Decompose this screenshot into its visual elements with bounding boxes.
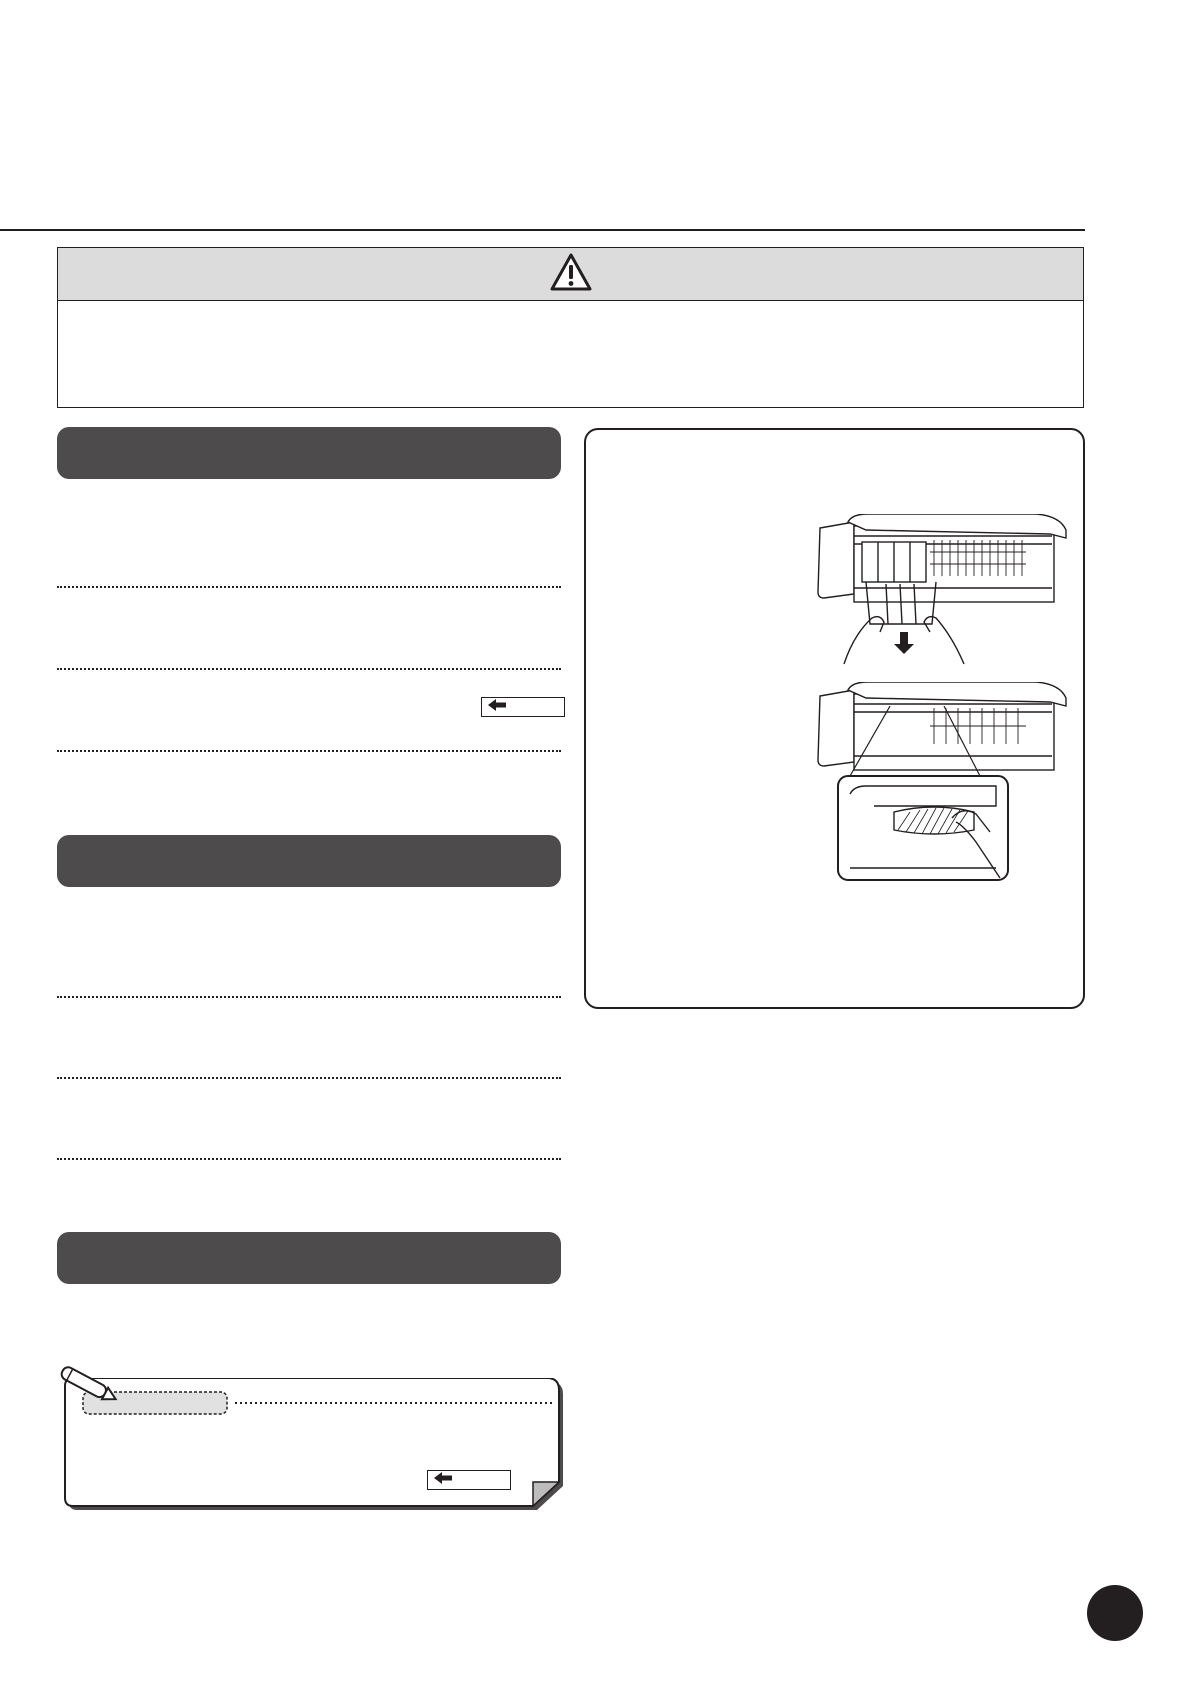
divider [57,1077,561,1079]
page-number [1087,1585,1143,1641]
warning-box [57,247,1084,408]
filter-cleaning-illustration [814,682,1070,882]
filter-removal-illustration [814,514,1070,666]
note-frame [55,1378,565,1518]
section-header-3 [57,1232,561,1284]
arrow-left-icon [432,1471,454,1490]
pen-icon [53,1362,123,1413]
header-rule [0,229,1085,231]
divider [57,996,561,998]
divider [57,1158,561,1160]
page-reference-tag [427,1470,511,1490]
page-reference-tag [481,697,565,717]
arrow-left-icon [486,698,508,717]
illustration-panel [584,428,1085,1009]
section-header-2 [57,835,561,887]
section-header-1 [57,427,561,479]
warning-header [58,248,1083,301]
warning-triangle-icon [549,252,593,297]
note-box [55,1378,565,1518]
divider [57,750,561,752]
warning-body [58,301,1083,329]
divider [57,668,561,670]
divider [57,586,561,588]
